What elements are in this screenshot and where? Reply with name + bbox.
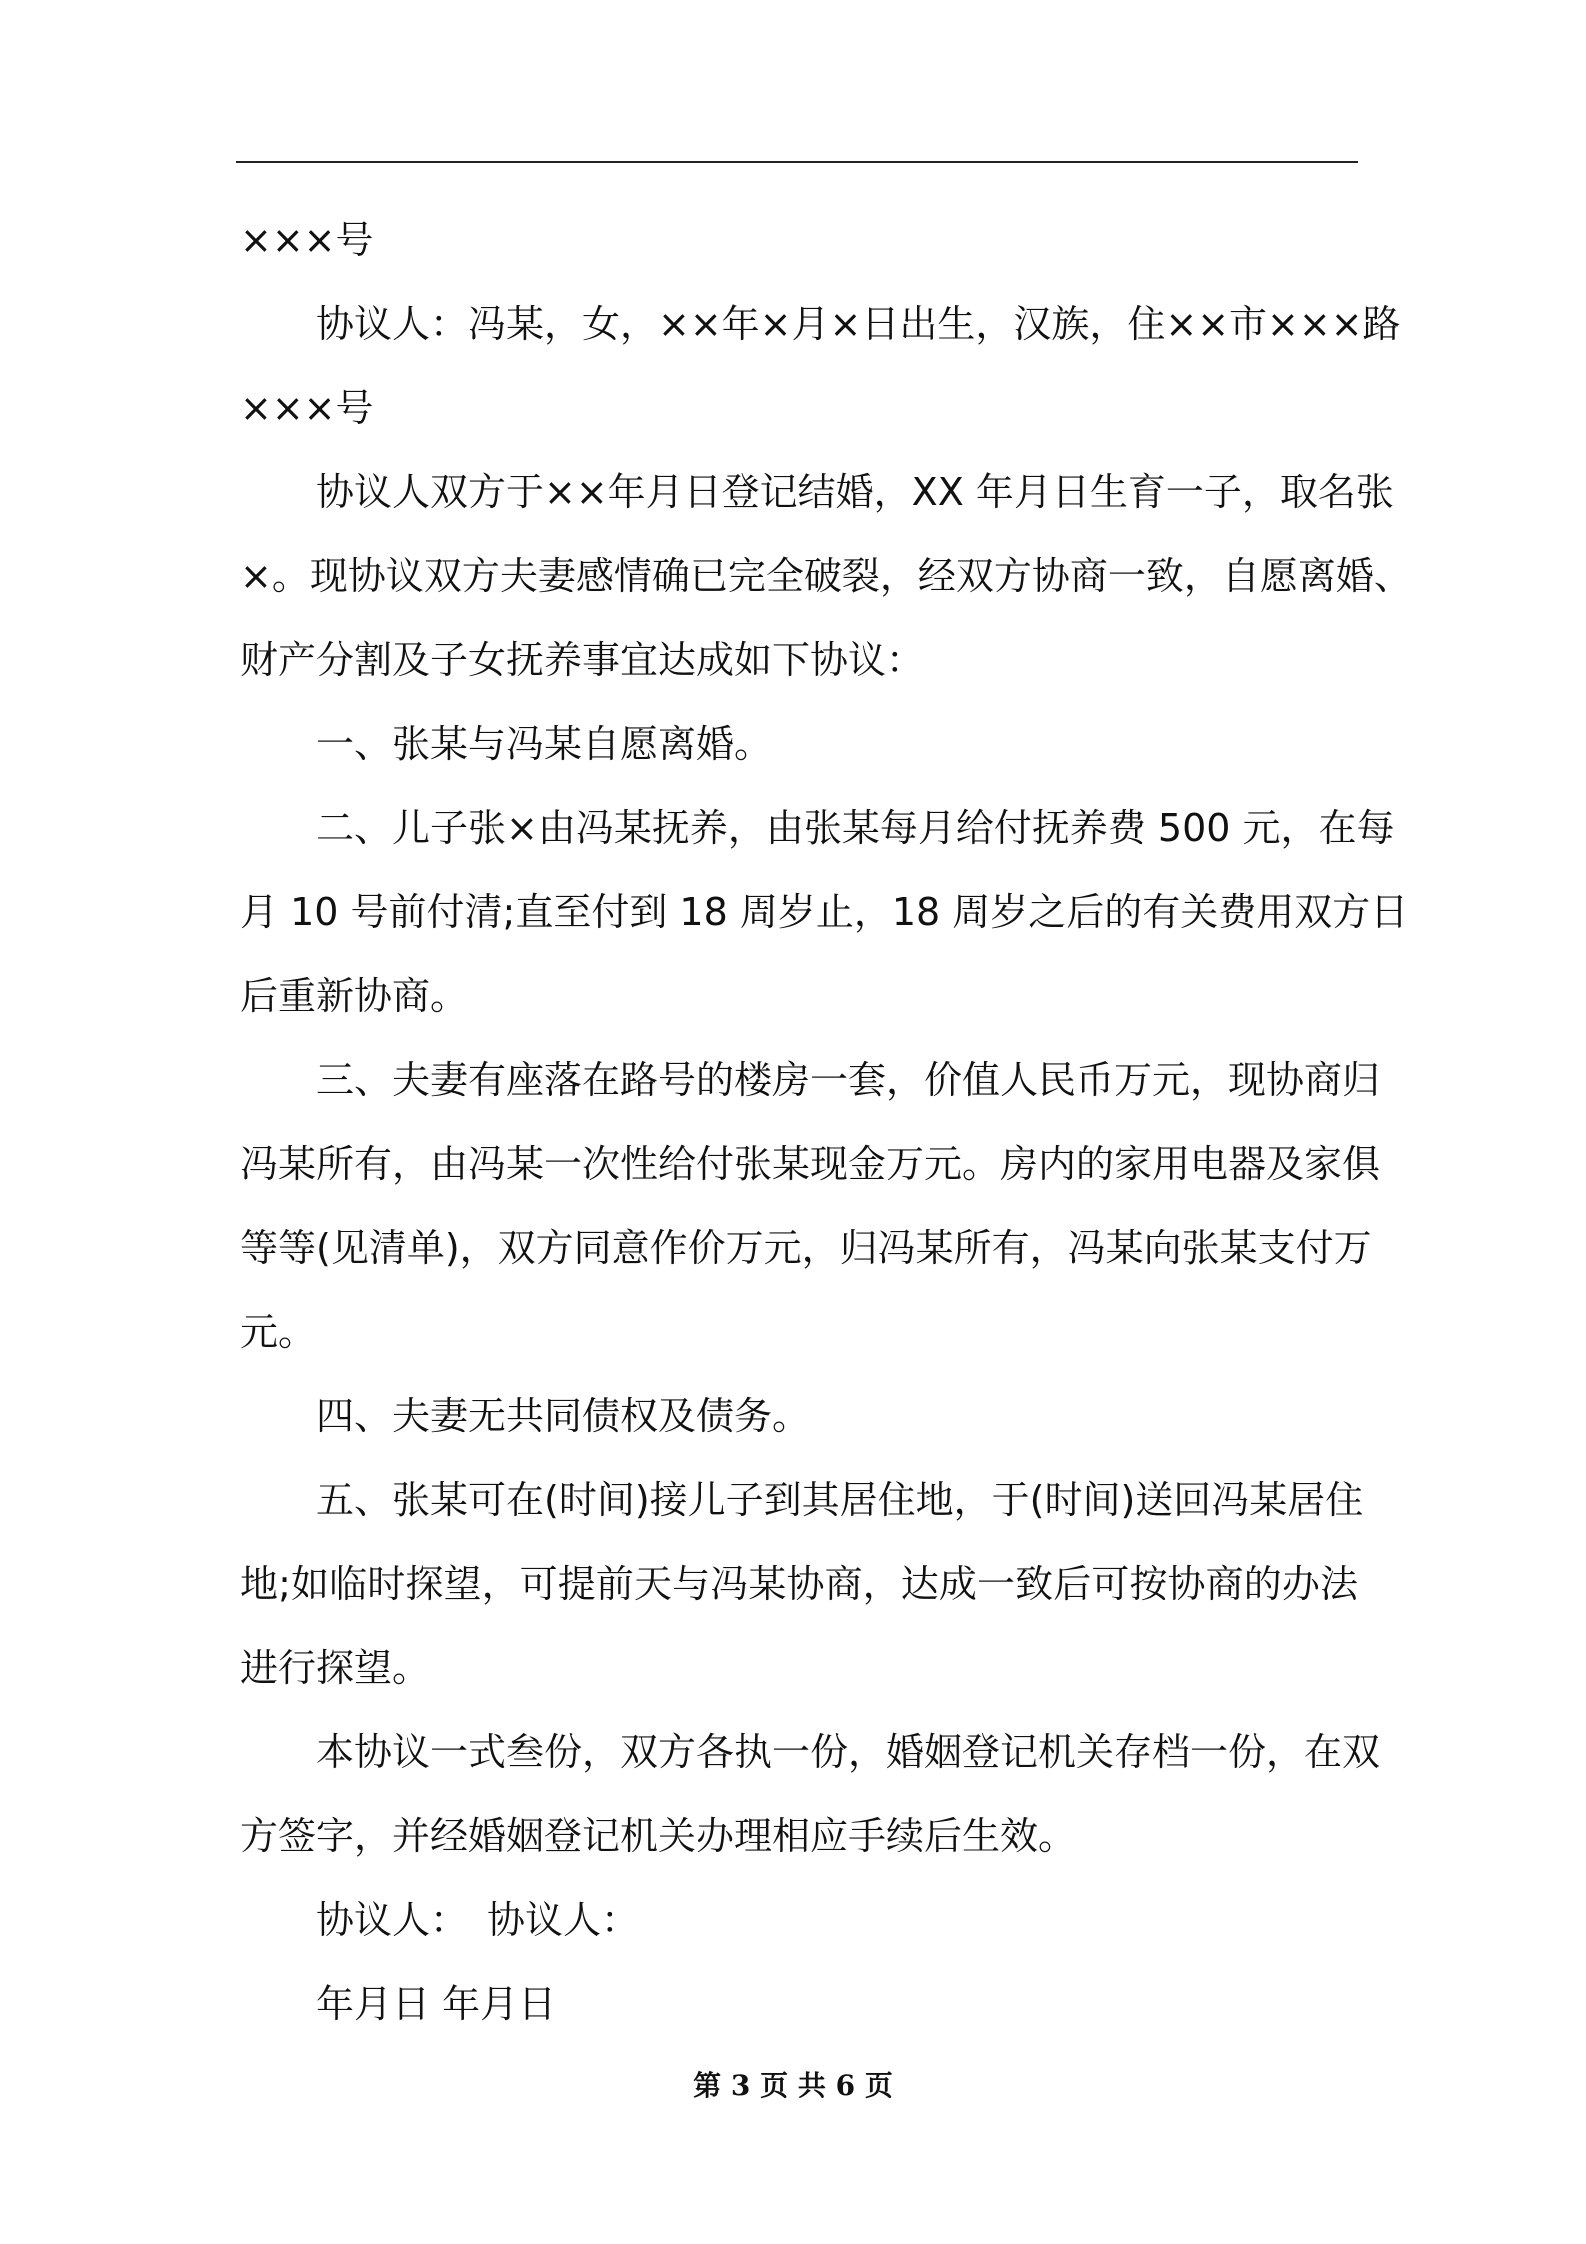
text-line: 二、儿子张×由冯某抚养，由张某每月给付抚养费 500 元，在每: [316, 806, 1395, 850]
text-line: 财产分割及子女抚养事宜达成如下协议：: [240, 638, 925, 682]
text-line: 地;如临时探望，可提前天与冯某协商，达成一致后可按协商的办法: [240, 1562, 1358, 1606]
text-line: 年月日 年月日: [316, 1982, 557, 2026]
header-rule: [236, 161, 1358, 163]
text-line: 五、张某可在(时间)接儿子到其居住地，于(时间)送回冯某居住: [316, 1478, 1364, 1522]
document-body: [240, 198, 1412, 2046]
text-line: 协议人： 协议人：: [316, 1898, 640, 1942]
text-line: 进行探望。: [240, 1646, 431, 1690]
text-line: 冯某所有，由冯某一次性给付张某现金万元。房内的家用电器及家俱: [240, 1142, 1381, 1186]
text-line: 一、张某与冯某自愿离婚。: [316, 722, 773, 766]
text-line: 三、夫妻有座落在路号的楼房一套，价值人民币万元，现协商归: [316, 1058, 1381, 1102]
text-line: ×。现协议双方夫妻感情确已完全破裂，经双方协商一致，自愿离婚、: [240, 554, 1412, 598]
text-line: 本协议一式叁份，双方各执一份，婚姻登记机关存档一份，在双: [316, 1730, 1381, 1774]
text-line: 四、夫妻无共同债权及债务。: [316, 1394, 811, 1438]
page-number: 第 3 页 共 6 页: [693, 2069, 893, 2102]
text-line: 月 10 号前付清;直至付到 18 周岁止，18 周岁之后的有关费用双方日: [240, 890, 1409, 934]
text-line: ×××号: [240, 386, 374, 430]
text-line: 协议人：冯某，女，××年×月×日出生，汉族，住××市×××路: [316, 302, 1401, 346]
text-line: 后重新协商。: [240, 974, 469, 1018]
text-line: 方签字，并经婚姻登记机关办理相应手续后生效。: [240, 1814, 1077, 1858]
text-line: 等等(见清单)，双方同意作价万元，归冯某所有，冯某向张某支付万: [240, 1226, 1372, 1270]
text-line: 协议人双方于××年月日登记结婚，XX 年月日生育一子，取名张: [316, 470, 1394, 514]
text-line: ×××号: [240, 218, 374, 262]
text-line: 元。: [240, 1310, 317, 1354]
